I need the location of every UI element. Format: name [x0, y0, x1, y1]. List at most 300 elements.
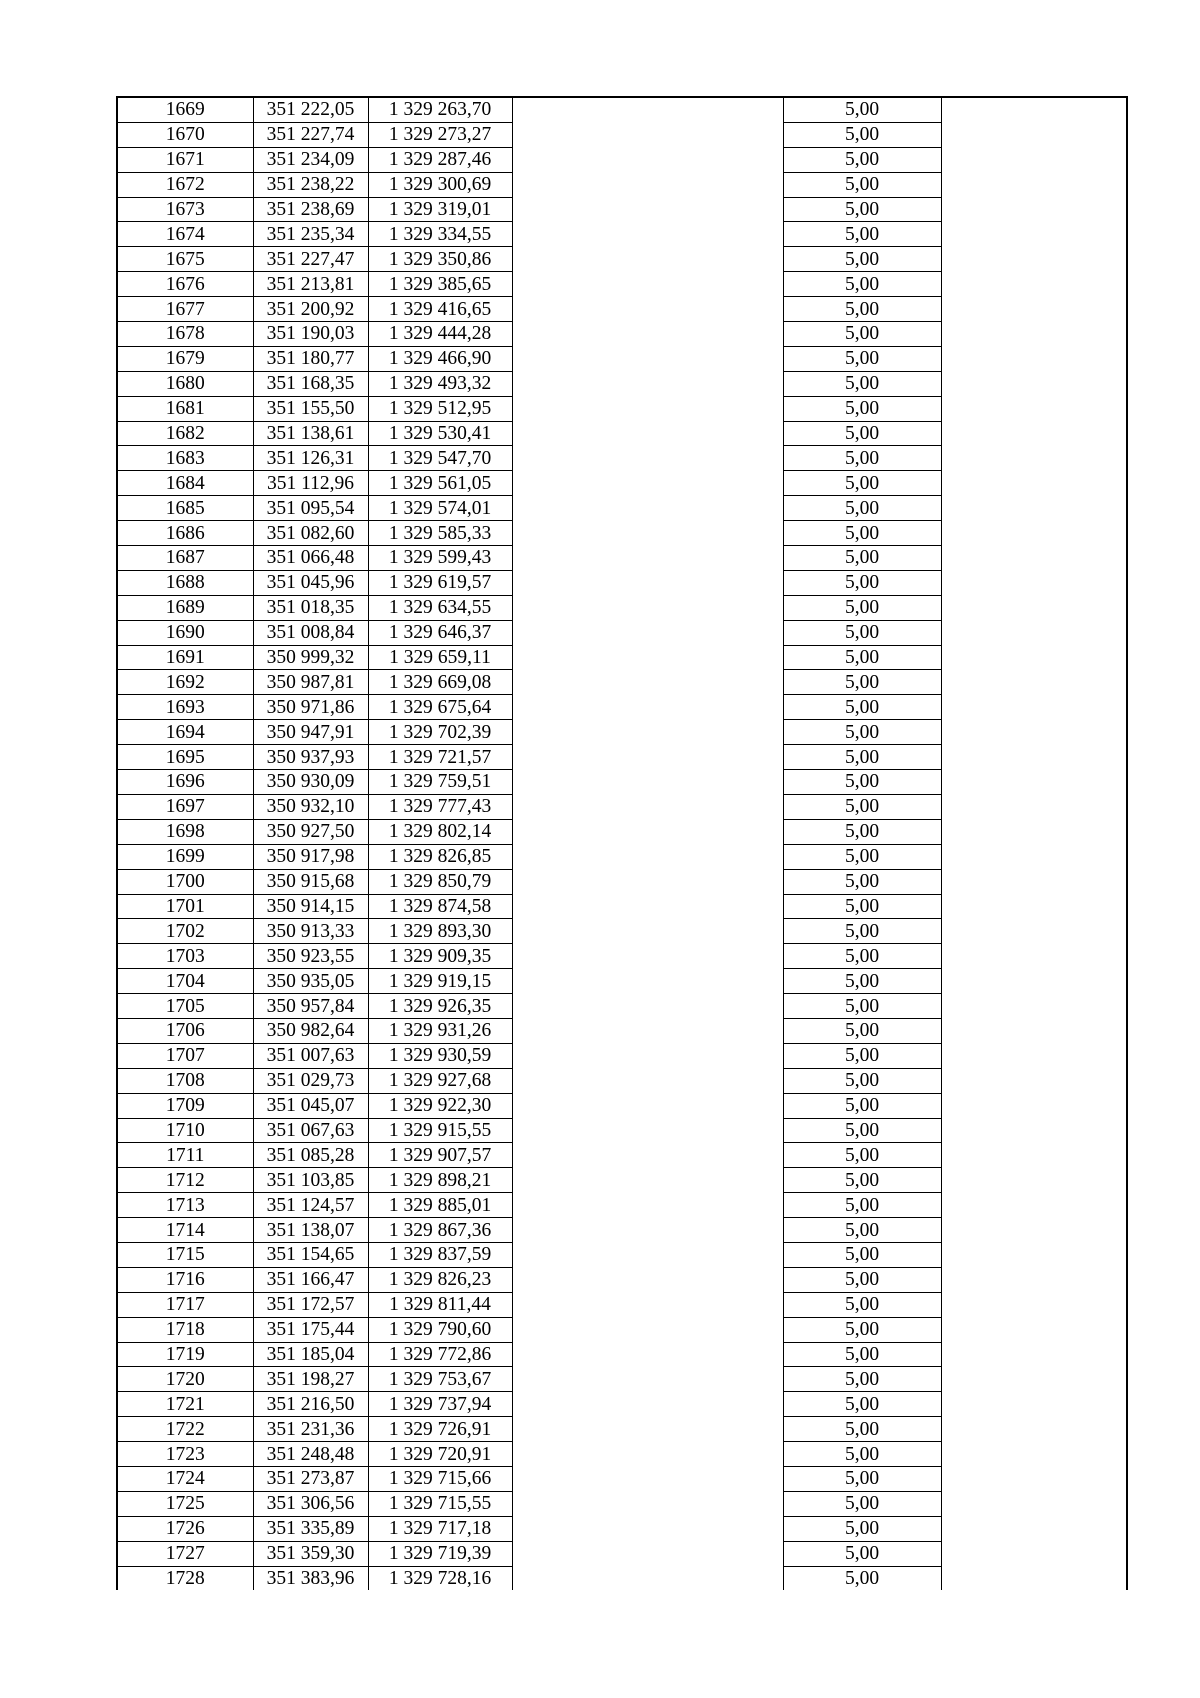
empty-cell: [941, 1267, 1127, 1292]
empty-cell: [941, 1043, 1127, 1068]
point-number-cell: 1706: [117, 1018, 253, 1043]
y-coordinate-cell: 1 329 319,01: [368, 197, 512, 222]
point-number-cell: 1697: [117, 794, 253, 819]
point-number-cell: 1687: [117, 546, 253, 571]
x-coordinate-cell: 351 007,63: [253, 1043, 368, 1068]
point-number-cell: 1701: [117, 894, 253, 919]
table-row: [117, 197, 1127, 222]
point-number-cell: 1674: [117, 222, 253, 247]
point-number-cell: 1672: [117, 172, 253, 197]
point-number-cell: 1690: [117, 620, 253, 645]
empty-cell: [941, 1367, 1127, 1392]
empty-cell: [512, 521, 783, 546]
distance-cell: 5,00: [783, 1317, 941, 1342]
empty-cell: [512, 620, 783, 645]
empty-cell: [512, 371, 783, 396]
distance-cell: 5,00: [783, 994, 941, 1019]
coordinates-table: [116, 96, 1128, 1590]
table-row: [117, 794, 1127, 819]
point-number-cell: 1683: [117, 446, 253, 471]
empty-cell: [512, 1367, 783, 1392]
empty-cell: [512, 1068, 783, 1093]
empty-cell: [941, 595, 1127, 620]
empty-cell: [512, 1392, 783, 1417]
empty-cell: [941, 172, 1127, 197]
empty-cell: [941, 670, 1127, 695]
table-row: [117, 1168, 1127, 1193]
distance-cell: 5,00: [783, 222, 941, 247]
point-number-cell: 1721: [117, 1392, 253, 1417]
y-coordinate-cell: 1 329 837,59: [368, 1242, 512, 1267]
y-coordinate-cell: 1 329 926,35: [368, 994, 512, 1019]
empty-cell: [941, 570, 1127, 595]
empty-cell: [941, 471, 1127, 496]
table-row: [117, 819, 1127, 844]
table-row: [117, 1068, 1127, 1093]
x-coordinate-cell: 351 185,04: [253, 1342, 368, 1367]
empty-cell: [941, 969, 1127, 994]
y-coordinate-cell: 1 329 634,55: [368, 595, 512, 620]
empty-cell: [512, 819, 783, 844]
distance-cell: 5,00: [783, 1143, 941, 1168]
empty-cell: [941, 122, 1127, 147]
x-coordinate-cell: 351 216,50: [253, 1392, 368, 1417]
table-row: [117, 844, 1127, 869]
point-number-cell: 1723: [117, 1442, 253, 1467]
distance-cell: 5,00: [783, 1392, 941, 1417]
x-coordinate-cell: 351 175,44: [253, 1317, 368, 1342]
empty-cell: [512, 222, 783, 247]
empty-cell: [512, 969, 783, 994]
distance-cell: 5,00: [783, 1292, 941, 1317]
empty-cell: [512, 595, 783, 620]
y-coordinate-cell: 1 329 263,70: [368, 97, 512, 122]
distance-cell: 5,00: [783, 147, 941, 172]
y-coordinate-cell: 1 329 811,44: [368, 1292, 512, 1317]
empty-cell: [941, 1342, 1127, 1367]
empty-cell: [512, 197, 783, 222]
point-number-cell: 1696: [117, 770, 253, 795]
distance-cell: 5,00: [783, 969, 941, 994]
y-coordinate-cell: 1 329 909,35: [368, 944, 512, 969]
empty-cell: [941, 396, 1127, 421]
distance-cell: 5,00: [783, 421, 941, 446]
y-coordinate-cell: 1 329 599,43: [368, 546, 512, 571]
empty-cell: [512, 670, 783, 695]
distance-cell: 5,00: [783, 346, 941, 371]
point-number-cell: 1688: [117, 570, 253, 595]
x-coordinate-cell: 350 937,93: [253, 745, 368, 770]
empty-cell: [512, 695, 783, 720]
y-coordinate-cell: 1 329 826,23: [368, 1267, 512, 1292]
table-row: [117, 994, 1127, 1019]
empty-cell: [941, 197, 1127, 222]
empty-cell: [941, 794, 1127, 819]
point-number-cell: 1670: [117, 122, 253, 147]
x-coordinate-cell: 351 082,60: [253, 521, 368, 546]
table-row: [117, 944, 1127, 969]
distance-cell: 5,00: [783, 1342, 941, 1367]
x-coordinate-cell: 350 914,15: [253, 894, 368, 919]
point-number-cell: 1705: [117, 994, 253, 1019]
y-coordinate-cell: 1 329 287,46: [368, 147, 512, 172]
distance-cell: 5,00: [783, 1168, 941, 1193]
x-coordinate-cell: 351 234,09: [253, 147, 368, 172]
table-row: [117, 147, 1127, 172]
empty-cell: [512, 994, 783, 1019]
empty-cell: [512, 496, 783, 521]
x-coordinate-cell: 351 238,69: [253, 197, 368, 222]
point-number-cell: 1704: [117, 969, 253, 994]
empty-cell: [941, 695, 1127, 720]
y-coordinate-cell: 1 329 721,57: [368, 745, 512, 770]
x-coordinate-cell: 350 982,64: [253, 1018, 368, 1043]
point-number-cell: 1708: [117, 1068, 253, 1093]
x-coordinate-cell: 351 138,07: [253, 1218, 368, 1243]
table-row: [117, 1143, 1127, 1168]
x-coordinate-cell: 351 018,35: [253, 595, 368, 620]
table-row: [117, 620, 1127, 645]
table-row: [117, 969, 1127, 994]
distance-cell: 5,00: [783, 1541, 941, 1566]
y-coordinate-cell: 1 329 646,37: [368, 620, 512, 645]
empty-cell: [941, 1417, 1127, 1442]
x-coordinate-cell: 351 103,85: [253, 1168, 368, 1193]
y-coordinate-cell: 1 329 874,58: [368, 894, 512, 919]
distance-cell: 5,00: [783, 1043, 941, 1068]
distance-cell: 5,00: [783, 770, 941, 795]
x-coordinate-cell: 351 335,89: [253, 1516, 368, 1541]
table-row: [117, 770, 1127, 795]
point-number-cell: 1678: [117, 322, 253, 347]
table-row: [117, 670, 1127, 695]
empty-cell: [941, 1168, 1127, 1193]
table-row: [117, 1466, 1127, 1491]
empty-cell: [512, 894, 783, 919]
y-coordinate-cell: 1 329 416,65: [368, 297, 512, 322]
table-row: [117, 172, 1127, 197]
empty-cell: [512, 720, 783, 745]
y-coordinate-cell: 1 329 675,64: [368, 695, 512, 720]
point-number-cell: 1720: [117, 1367, 253, 1392]
x-coordinate-cell: 351 029,73: [253, 1068, 368, 1093]
point-number-cell: 1728: [117, 1566, 253, 1590]
distance-cell: 5,00: [783, 521, 941, 546]
x-coordinate-cell: 351 168,35: [253, 371, 368, 396]
empty-cell: [941, 1566, 1127, 1590]
table-row: [117, 1442, 1127, 1467]
empty-cell: [512, 147, 783, 172]
point-number-cell: 1717: [117, 1292, 253, 1317]
empty-cell: [512, 396, 783, 421]
x-coordinate-cell: 350 947,91: [253, 720, 368, 745]
table-row: [117, 869, 1127, 894]
empty-cell: [941, 770, 1127, 795]
empty-cell: [941, 1292, 1127, 1317]
empty-cell: [512, 1491, 783, 1516]
empty-cell: [941, 546, 1127, 571]
empty-cell: [941, 521, 1127, 546]
table-row: [117, 247, 1127, 272]
empty-cell: [512, 570, 783, 595]
point-number-cell: 1713: [117, 1193, 253, 1218]
point-number-cell: 1671: [117, 147, 253, 172]
x-coordinate-cell: 351 235,34: [253, 222, 368, 247]
y-coordinate-cell: 1 329 726,91: [368, 1417, 512, 1442]
point-number-cell: 1714: [117, 1218, 253, 1243]
empty-cell: [512, 97, 783, 122]
y-coordinate-cell: 1 329 702,39: [368, 720, 512, 745]
table-row: [117, 1043, 1127, 1068]
x-coordinate-cell: 351 166,47: [253, 1267, 368, 1292]
distance-cell: 5,00: [783, 297, 941, 322]
table-row: [117, 396, 1127, 421]
point-number-cell: 1724: [117, 1466, 253, 1491]
x-coordinate-cell: 351 008,84: [253, 620, 368, 645]
x-coordinate-cell: 351 383,96: [253, 1566, 368, 1590]
point-number-cell: 1686: [117, 521, 253, 546]
distance-cell: 5,00: [783, 97, 941, 122]
empty-cell: [512, 1168, 783, 1193]
y-coordinate-cell: 1 329 922,30: [368, 1093, 512, 1118]
empty-cell: [941, 1466, 1127, 1491]
x-coordinate-cell: 351 198,27: [253, 1367, 368, 1392]
empty-cell: [512, 1018, 783, 1043]
y-coordinate-cell: 1 329 753,67: [368, 1367, 512, 1392]
point-number-cell: 1700: [117, 869, 253, 894]
y-coordinate-cell: 1 329 927,68: [368, 1068, 512, 1093]
table-row: [117, 894, 1127, 919]
distance-cell: 5,00: [783, 645, 941, 670]
point-number-cell: 1693: [117, 695, 253, 720]
empty-cell: [512, 471, 783, 496]
empty-cell: [512, 546, 783, 571]
empty-cell: [941, 371, 1127, 396]
empty-cell: [512, 272, 783, 297]
empty-cell: [941, 496, 1127, 521]
point-number-cell: 1719: [117, 1342, 253, 1367]
point-number-cell: 1681: [117, 396, 253, 421]
empty-cell: [512, 869, 783, 894]
point-number-cell: 1669: [117, 97, 253, 122]
distance-cell: 5,00: [783, 446, 941, 471]
distance-cell: 5,00: [783, 1491, 941, 1516]
empty-cell: [941, 1541, 1127, 1566]
point-number-cell: 1676: [117, 272, 253, 297]
x-coordinate-cell: 351 359,30: [253, 1541, 368, 1566]
distance-cell: 5,00: [783, 371, 941, 396]
empty-cell: [512, 1566, 783, 1590]
y-coordinate-cell: 1 329 273,27: [368, 122, 512, 147]
empty-cell: [512, 172, 783, 197]
y-coordinate-cell: 1 329 715,66: [368, 1466, 512, 1491]
distance-cell: 5,00: [783, 670, 941, 695]
distance-cell: 5,00: [783, 1566, 941, 1590]
point-number-cell: 1702: [117, 919, 253, 944]
table-row: [117, 521, 1127, 546]
x-coordinate-cell: 350 930,09: [253, 770, 368, 795]
empty-cell: [941, 994, 1127, 1019]
y-coordinate-cell: 1 329 720,91: [368, 1442, 512, 1467]
empty-cell: [512, 1442, 783, 1467]
empty-cell: [941, 322, 1127, 347]
x-coordinate-cell: 351 112,96: [253, 471, 368, 496]
point-number-cell: 1680: [117, 371, 253, 396]
empty-cell: [941, 247, 1127, 272]
table-row: [117, 122, 1127, 147]
distance-cell: 5,00: [783, 247, 941, 272]
x-coordinate-cell: 351 190,03: [253, 322, 368, 347]
distance-cell: 5,00: [783, 620, 941, 645]
empty-cell: [512, 446, 783, 471]
point-number-cell: 1675: [117, 247, 253, 272]
empty-cell: [512, 1466, 783, 1491]
x-coordinate-cell: 350 917,98: [253, 844, 368, 869]
distance-cell: 5,00: [783, 745, 941, 770]
empty-cell: [512, 346, 783, 371]
x-coordinate-cell: 351 095,54: [253, 496, 368, 521]
y-coordinate-cell: 1 329 919,15: [368, 969, 512, 994]
table-row: [117, 1242, 1127, 1267]
point-number-cell: 1698: [117, 819, 253, 844]
x-coordinate-cell: 351 200,92: [253, 297, 368, 322]
table-row: [117, 1342, 1127, 1367]
empty-cell: [512, 1118, 783, 1143]
table-row: [117, 1491, 1127, 1516]
empty-cell: [512, 1093, 783, 1118]
empty-cell: [941, 1093, 1127, 1118]
y-coordinate-cell: 1 329 777,43: [368, 794, 512, 819]
distance-cell: 5,00: [783, 1367, 941, 1392]
point-number-cell: 1710: [117, 1118, 253, 1143]
distance-cell: 5,00: [783, 720, 941, 745]
point-number-cell: 1722: [117, 1417, 253, 1442]
empty-cell: [512, 1342, 783, 1367]
x-coordinate-cell: 351 227,47: [253, 247, 368, 272]
empty-cell: [941, 819, 1127, 844]
empty-cell: [512, 944, 783, 969]
point-number-cell: 1691: [117, 645, 253, 670]
point-number-cell: 1725: [117, 1491, 253, 1516]
x-coordinate-cell: 351 222,05: [253, 97, 368, 122]
empty-cell: [941, 446, 1127, 471]
empty-cell: [941, 720, 1127, 745]
empty-cell: [512, 1267, 783, 1292]
y-coordinate-cell: 1 329 930,59: [368, 1043, 512, 1068]
y-coordinate-cell: 1 329 907,57: [368, 1143, 512, 1168]
y-coordinate-cell: 1 329 915,55: [368, 1118, 512, 1143]
y-coordinate-cell: 1 329 826,85: [368, 844, 512, 869]
empty-cell: [941, 346, 1127, 371]
point-number-cell: 1685: [117, 496, 253, 521]
point-number-cell: 1707: [117, 1043, 253, 1068]
x-coordinate-cell: 351 213,81: [253, 272, 368, 297]
x-coordinate-cell: 350 935,05: [253, 969, 368, 994]
point-number-cell: 1695: [117, 745, 253, 770]
table-row: [117, 322, 1127, 347]
empty-cell: [941, 745, 1127, 770]
empty-cell: [512, 247, 783, 272]
y-coordinate-cell: 1 329 759,51: [368, 770, 512, 795]
distance-cell: 5,00: [783, 695, 941, 720]
y-coordinate-cell: 1 329 893,30: [368, 919, 512, 944]
empty-cell: [512, 1143, 783, 1168]
x-coordinate-cell: 350 915,68: [253, 869, 368, 894]
x-coordinate-cell: 351 154,65: [253, 1242, 368, 1267]
empty-cell: [941, 1317, 1127, 1342]
table-row: [117, 595, 1127, 620]
x-coordinate-cell: 351 238,22: [253, 172, 368, 197]
y-coordinate-cell: 1 329 715,55: [368, 1491, 512, 1516]
empty-cell: [941, 1516, 1127, 1541]
point-number-cell: 1679: [117, 346, 253, 371]
distance-cell: 5,00: [783, 1068, 941, 1093]
table-row: [117, 471, 1127, 496]
x-coordinate-cell: 350 957,84: [253, 994, 368, 1019]
distance-cell: 5,00: [783, 1118, 941, 1143]
table-row: [117, 446, 1127, 471]
distance-cell: 5,00: [783, 1218, 941, 1243]
y-coordinate-cell: 1 329 737,94: [368, 1392, 512, 1417]
table-row: [117, 570, 1127, 595]
distance-cell: 5,00: [783, 819, 941, 844]
y-coordinate-cell: 1 329 466,90: [368, 346, 512, 371]
table-row: [117, 919, 1127, 944]
empty-cell: [512, 844, 783, 869]
distance-cell: 5,00: [783, 172, 941, 197]
table-row: [117, 695, 1127, 720]
point-number-cell: 1715: [117, 1242, 253, 1267]
y-coordinate-cell: 1 329 385,65: [368, 272, 512, 297]
point-number-cell: 1673: [117, 197, 253, 222]
table-row: [117, 371, 1127, 396]
x-coordinate-cell: 351 138,61: [253, 421, 368, 446]
empty-cell: [941, 97, 1127, 122]
distance-cell: 5,00: [783, 570, 941, 595]
distance-cell: 5,00: [783, 272, 941, 297]
y-coordinate-cell: 1 329 350,86: [368, 247, 512, 272]
y-coordinate-cell: 1 329 530,41: [368, 421, 512, 446]
empty-cell: [941, 1218, 1127, 1243]
table-row: [117, 1392, 1127, 1417]
distance-cell: 5,00: [783, 396, 941, 421]
empty-cell: [941, 421, 1127, 446]
empty-cell: [941, 297, 1127, 322]
coordinates-table-body: [117, 97, 1127, 1590]
y-coordinate-cell: 1 329 619,57: [368, 570, 512, 595]
empty-cell: [941, 869, 1127, 894]
table-row: [117, 1093, 1127, 1118]
y-coordinate-cell: 1 329 585,33: [368, 521, 512, 546]
table-row: [117, 546, 1127, 571]
empty-cell: [941, 1018, 1127, 1043]
y-coordinate-cell: 1 329 659,11: [368, 645, 512, 670]
x-coordinate-cell: 351 180,77: [253, 346, 368, 371]
y-coordinate-cell: 1 329 547,70: [368, 446, 512, 471]
x-coordinate-cell: 351 124,57: [253, 1193, 368, 1218]
empty-cell: [941, 272, 1127, 297]
distance-cell: 5,00: [783, 1018, 941, 1043]
x-coordinate-cell: 351 248,48: [253, 1442, 368, 1467]
empty-cell: [941, 1242, 1127, 1267]
empty-cell: [512, 421, 783, 446]
y-coordinate-cell: 1 329 790,60: [368, 1317, 512, 1342]
point-number-cell: 1716: [117, 1267, 253, 1292]
empty-cell: [941, 844, 1127, 869]
point-number-cell: 1726: [117, 1516, 253, 1541]
x-coordinate-cell: 350 932,10: [253, 794, 368, 819]
x-coordinate-cell: 351 172,57: [253, 1292, 368, 1317]
